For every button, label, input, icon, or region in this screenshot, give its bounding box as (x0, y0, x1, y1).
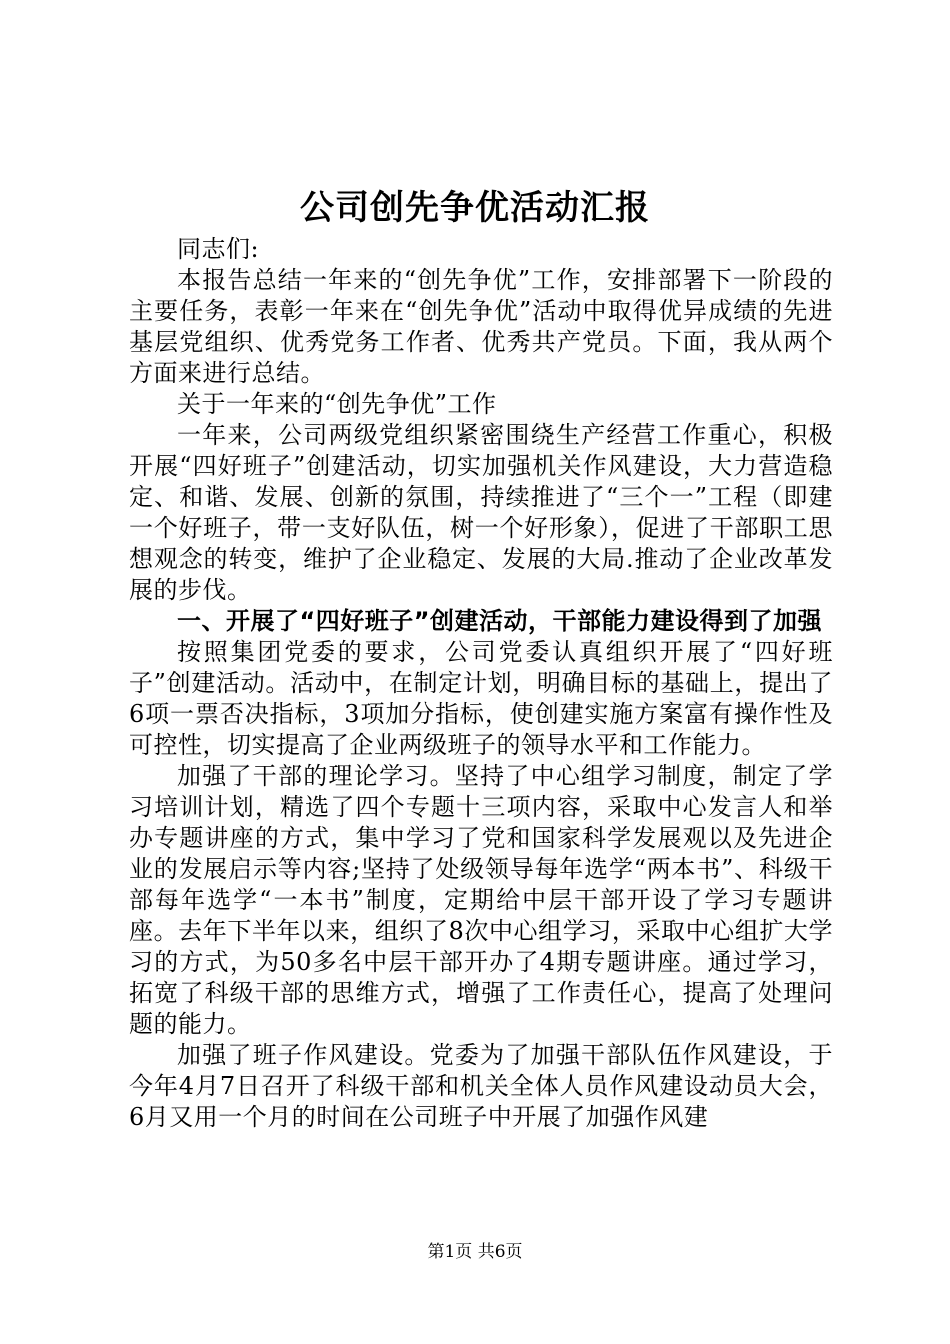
page-number-footer: 第1页 共6页 (427, 1242, 523, 1262)
body-paragraph: 加强了班子作风建设。党委为了加强干部队伍作风建设，于今年4月7日召开了科级干部和机关全体人员作风建设动员大会，6月又用一个月的时间在公司班子中开展了加强作风建 (129, 1041, 833, 1131)
salutation: 同志们: (177, 235, 260, 263)
section-intro-heading: 关于一年来的“创先争优”工作 (177, 390, 497, 418)
document-body (129, 234, 833, 1133)
body-paragraph: 加强了干部的理论学习。坚持了中心组学习制度，制定了学习培训计划，精选了四个专题十三项内容，采取中心发言人和举办专题讲座的方式，集中学习了党和国家科学发展观以及先进企业的发展启示等内容;坚持了处级领导每年选学“两本书”、科级干部每年选学“一本书”制度，定期给中层干部开设了学习专题讲座。去年下半年以来，组织了8次中心组学习，采取中心组扩大学习的方式，为50多名中层干部开办了4期专题讲座。通过学习，拓宽了科级干部的思维方式，增强了工作责任心，提高了处理问题的能力。 (129, 762, 833, 1038)
document-title: 公司创先争优活动汇报 (300, 188, 650, 228)
overview-paragraph: 一年来，公司两级党组织紧密围绕生产经营工作重心，积极开展“四好班子”创建活动，切实加强机关作风建设，大力营造稳定、和谐、发展、创新的氛围，持续推进了“三个一”工程（即建一个好班子，带一支好队伍，树一个好形象），促进了干部职工思想观念的转变，维护了企业稳定、发展的大局.推动了企业改革发展的步伐。 (129, 421, 833, 604)
section-heading-1: 一、开展了“四好班子”创建活动，干部能力建设得到了加强 (177, 607, 823, 635)
body-paragraph: 按照集团党委的要求，公司党委认真组织开展了“四好班子”创建活动。活动中，在制定计划，明确目标的基础上，提出了6项一票否决指标，3项加分指标，使创建实施方案富有操作性及可控性，切实提高了企业两级班子的领导水平和工作能力。 (129, 638, 833, 759)
intro-paragraph: 本报告总结一年来的“创先争优”工作，安排部署下一阶段的主要任务，表彰一年来在“创先争优”活动中取得优异成绩的先进基层党组织、优秀党务工作者、优秀共产党员。下面，我从两个方面来进行总结。 (129, 266, 833, 387)
